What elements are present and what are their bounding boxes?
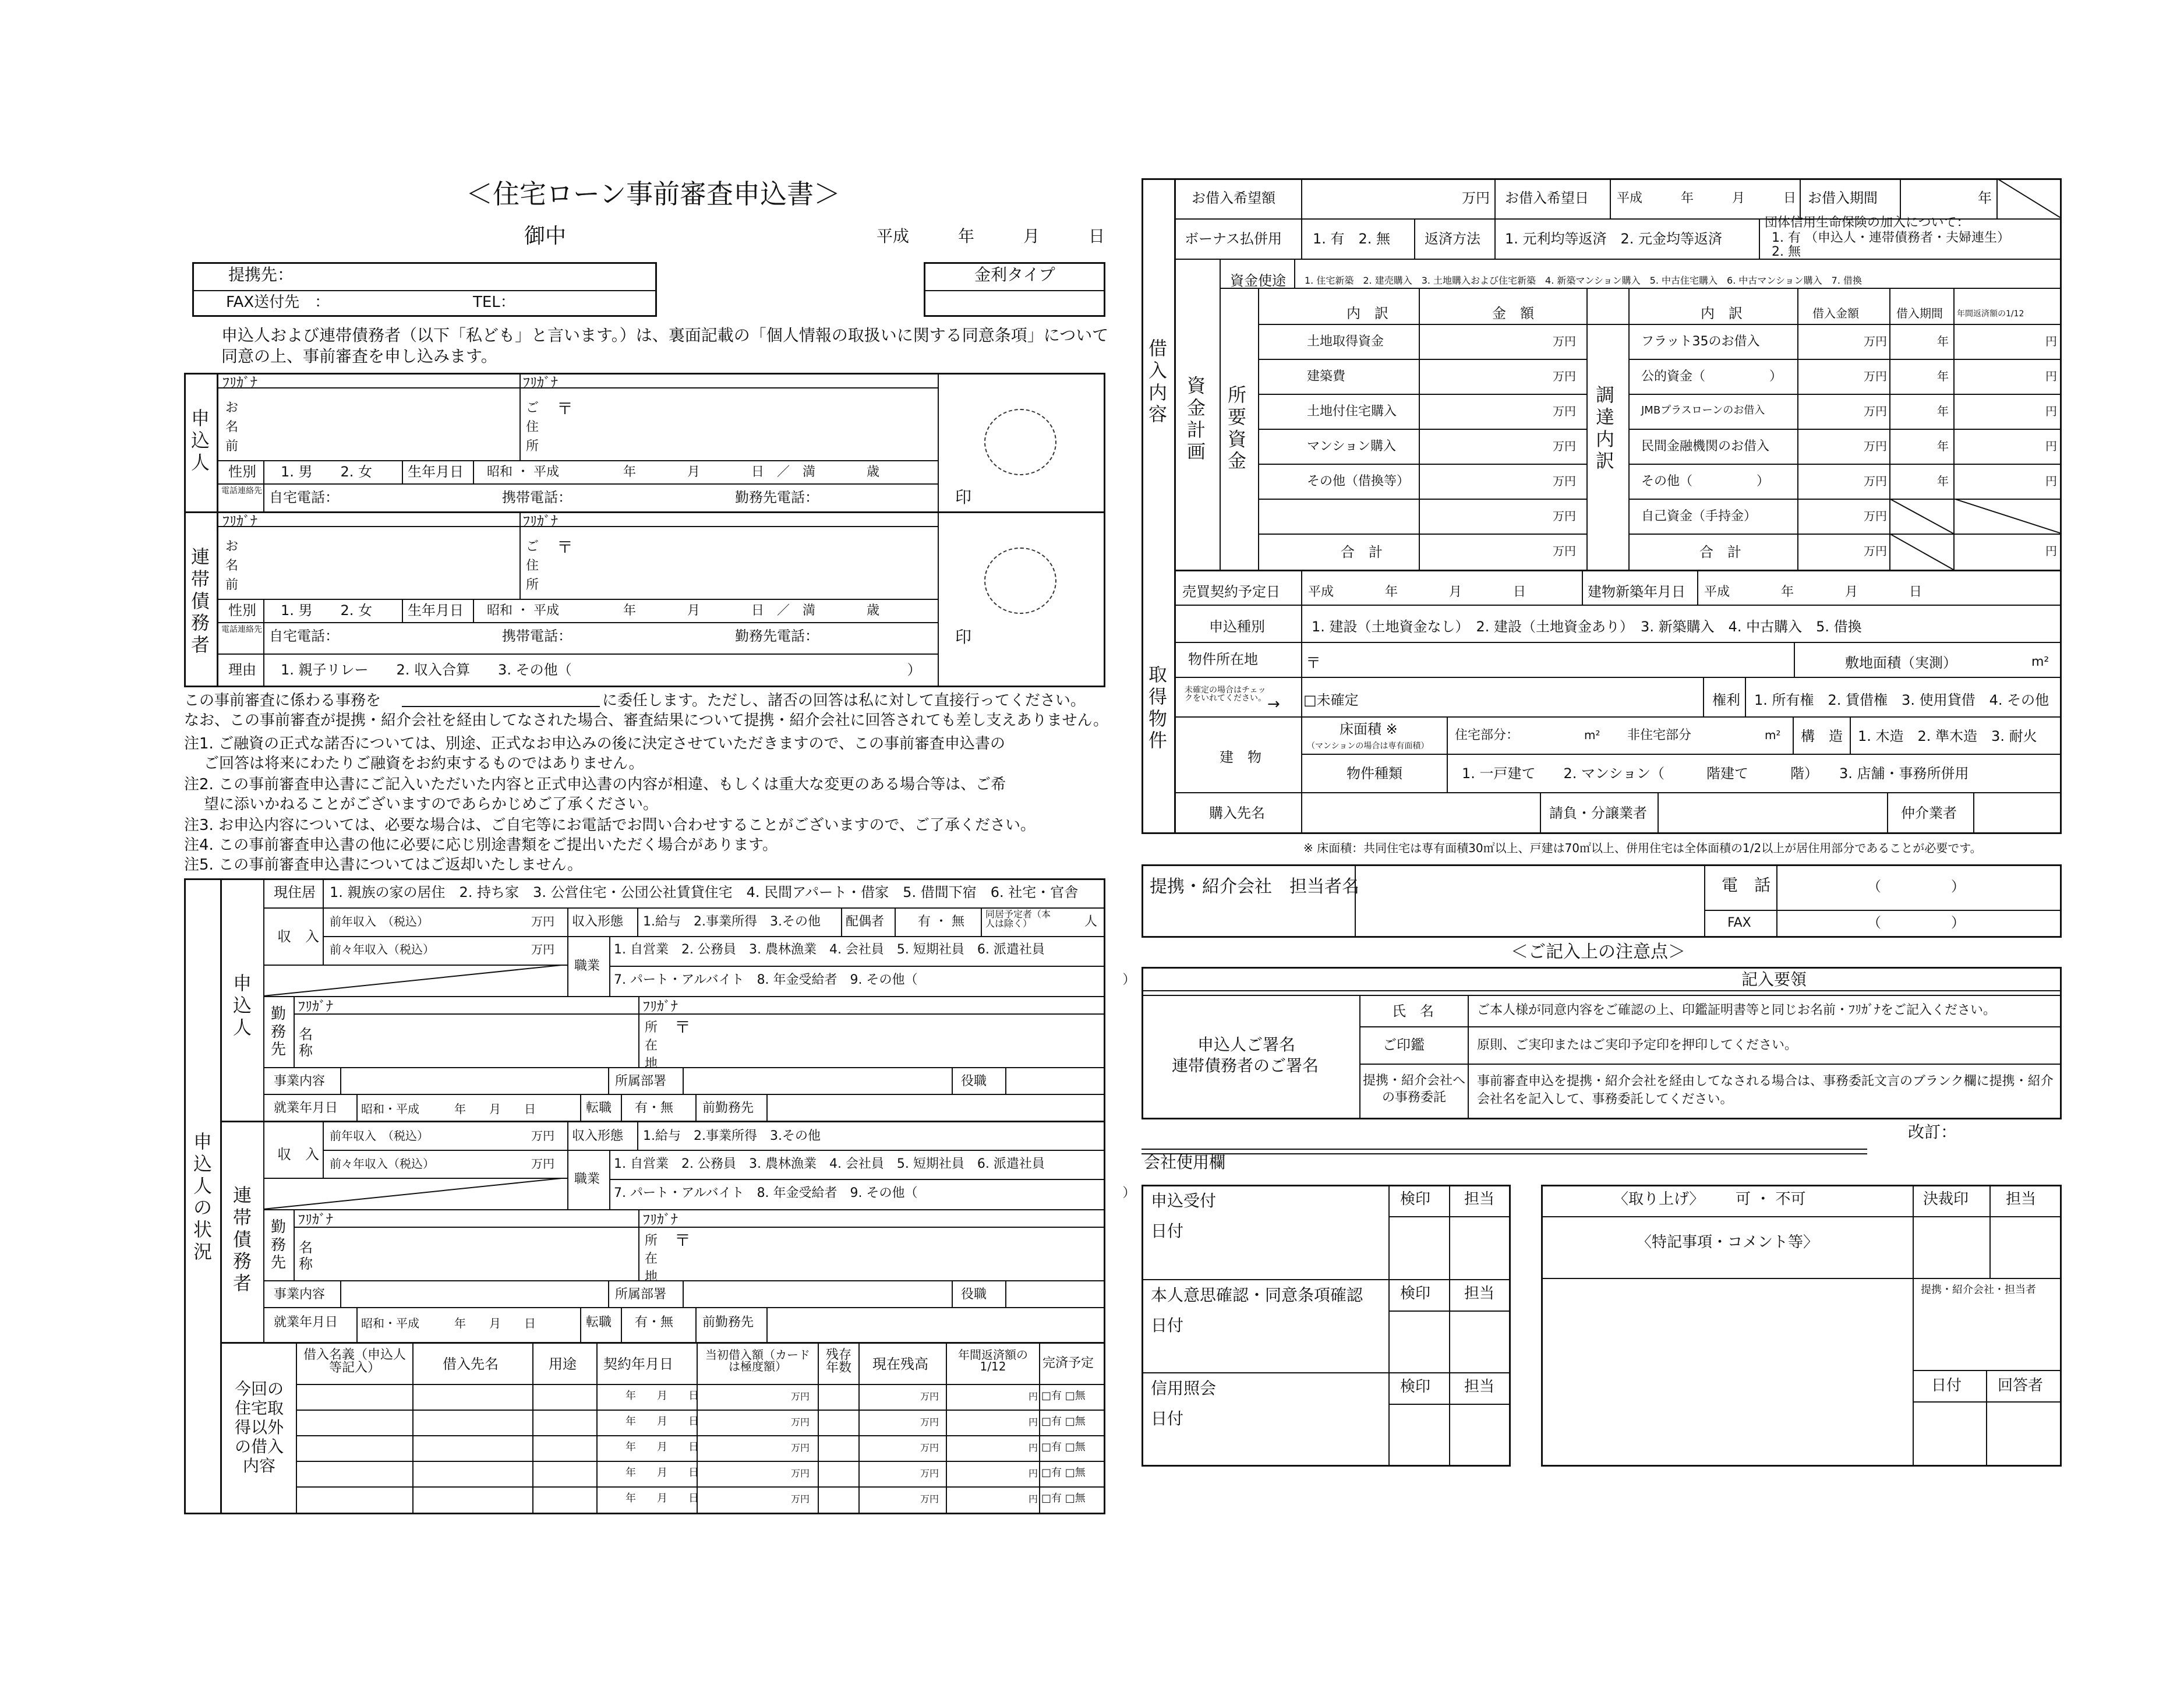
blank-slash <box>263 1178 567 1209</box>
man-unit: 万円 <box>1864 369 1887 383</box>
address-label: ご住所 <box>525 401 539 454</box>
form-options[interactable]: 1.給与 2.事業所得 3.その他 <box>643 914 821 929</box>
year-unit: 年 <box>1937 404 1949 418</box>
loan-row-man: 万円 <box>791 1391 810 1402</box>
post-label: 役職 <box>961 1074 987 1089</box>
floor-area-footnote: ※ 床面積：共同住宅は専有面積30㎡以上、戸建は70㎡以上、併用住宅は全体面積の1/2以上が居住用部分であることが必要です。 <box>1303 841 1982 855</box>
floor-area-note: （マンションの場合は専有面積） <box>1307 741 1429 751</box>
structure-options[interactable]: 1. 木造 2. 準木造 3. 耐火 <box>1858 728 2037 744</box>
residence-options[interactable]: 1. 親族の家の居住 2. 持ち家 3. 公営住宅・公団公社賃貸住宅 4. 民間アパート・借家 5. 借間下宿 6. 社宅・官舎 <box>330 884 1079 900</box>
dept-label: 所属部署 <box>615 1287 667 1302</box>
prev-income[interactable]: 前年収入 （税込） <box>330 1129 429 1143</box>
blank-slash <box>1996 178 2062 218</box>
gender-options[interactable]: 1. 男 2. 女 <box>281 602 373 619</box>
yen-unit: 円 <box>2045 474 2057 488</box>
office-row-date: 日付 <box>1151 1409 1184 1428</box>
fund-item-label: 土地付住宅購入 <box>1307 404 1397 419</box>
prev2-income[interactable]: 前々年収入（税込） <box>330 942 434 956</box>
yen-unit: 円 <box>2045 544 2057 558</box>
loan-date-value[interactable]: 平成 年 月 日 <box>1617 191 1797 206</box>
loan-row-man: 万円 <box>920 1417 939 1428</box>
phone-label: 電話連絡先 <box>221 625 262 634</box>
rights-label: 権利 <box>1712 692 1740 708</box>
phone-label: 電話連絡先 <box>221 486 262 496</box>
man-unit: 万円 <box>1864 509 1887 523</box>
reason-label: 理由 <box>228 662 256 678</box>
undecided-note: 未確定の場合はチェックをいれてください。 <box>1185 686 1266 703</box>
postal-mark: 〒 <box>674 1018 691 1037</box>
post-label: 役職 <box>961 1287 987 1302</box>
work-name-label: 名称 <box>299 1026 313 1059</box>
postal-mark: 〒 <box>674 1231 691 1250</box>
man-unit: 万円 <box>1864 439 1887 453</box>
apply-date: 平成 年 月 日 <box>877 227 1105 246</box>
workplace-label: 勤務先 <box>270 1218 286 1272</box>
note-1: 注1. ご融資の正式な諾否については、別途、正式なお申込みの後に決定させていただきますので、この事前審査申込書の <box>184 735 1006 753</box>
buyer-label: 購入先名 <box>1209 805 1265 821</box>
man-unit: 万円 <box>531 942 554 956</box>
furigana-label: ﾌﾘｶﾞﾅ <box>298 1211 333 1228</box>
spouse-options[interactable]: 有 ・ 無 <box>918 914 964 929</box>
site-area-label: 敷地面積（実測） <box>1845 655 1957 671</box>
loan-row-date: 年 月 日 <box>625 1492 699 1504</box>
fund-plan-side: 資金計画 <box>1186 375 1206 463</box>
fund-header-item2: 内 訳 <box>1701 305 1743 322</box>
office-row-label: 申込受付 <box>1151 1191 1217 1210</box>
loan-row-complete[interactable]: □有 □無 <box>1041 1415 1086 1428</box>
procurement-side: 調達内訳 <box>1595 384 1614 472</box>
furigana-label: ﾌﾘｶﾞﾅ <box>523 375 558 391</box>
fund-item-label: マンション購入 <box>1307 439 1397 454</box>
work-address-label: 所在地 <box>644 1020 658 1071</box>
job-label: 職業 <box>574 1172 600 1186</box>
office-row-label: 信用照会 <box>1151 1379 1217 1398</box>
furigana-label: ﾌﾘｶﾞﾅ <box>643 998 678 1015</box>
gender-label: 性別 <box>228 464 256 480</box>
guide-row-text-3: 事前審査申込を提携・紹介会社を経由してなされる場合は、事務委託文言のブランク欄に提携・紹介会社名を記入して、事務委託してください。 <box>1477 1074 2054 1107</box>
prev-job-label: 前勤務先 <box>702 1101 754 1115</box>
change-options[interactable]: 有・無 <box>635 1315 674 1330</box>
office-row-date: 日付 <box>1151 1316 1184 1335</box>
yen-unit: 円 <box>2045 334 2057 348</box>
loan-row-complete[interactable]: □有 □無 <box>1041 1492 1086 1504</box>
build-date-value[interactable]: 平成 年 月 日 <box>1704 585 1923 599</box>
floor-area-label: 床面積 ※ <box>1340 721 1398 737</box>
loan-header-balance: 現在残高 <box>872 1356 928 1372</box>
procure-item-label: その他（ ） <box>1641 474 1770 489</box>
partner-contact-label: 提携・紹介会社 担当者名 <box>1150 877 1359 897</box>
loan-row-man: 万円 <box>920 1468 939 1479</box>
property-kind-options[interactable]: 1. 一戸建て 2. マンション（ 階建て 階） 3. 店舗・事務所併用 <box>1462 765 1969 782</box>
blank-slash <box>1953 499 2062 534</box>
loan-row-man: 万円 <box>791 1417 810 1428</box>
loan-row-man: 万円 <box>791 1468 810 1479</box>
year-unit: 年 <box>1937 369 1949 383</box>
home-phone[interactable]: 自宅電話： <box>269 489 339 506</box>
blank-slash <box>1889 499 1953 534</box>
loan-row-man: 万円 <box>791 1493 810 1504</box>
workplace-label: 勤務先 <box>270 1005 286 1059</box>
man-unit: 万円 <box>1553 439 1576 453</box>
applicant-label: 申込人 <box>190 407 210 474</box>
build-date-label: 建物新築年月日 <box>1588 584 1685 600</box>
amount-label: お借入希望額 <box>1192 190 1275 206</box>
loan-row-complete[interactable]: □有 □無 <box>1041 1467 1086 1479</box>
use-label: 資金使途 <box>1230 273 1286 289</box>
guide-row-label-2: ご印鑑 <box>1383 1037 1425 1053</box>
fax-field[interactable]: FAX送付先 ： <box>226 294 330 311</box>
kahi-options[interactable]: 可 ・ 不可 <box>1736 1191 1806 1208</box>
man-unit: 万円 <box>1553 334 1576 348</box>
man-unit: 万円 <box>531 1157 554 1171</box>
method-label: 返済方法 <box>1425 231 1480 247</box>
insurance-label: 団体信用生命保険の加入について： <box>1765 216 1970 230</box>
loan-header-name: 借入名義（申込人等記入） <box>303 1348 406 1375</box>
spouse-label: 配偶者 <box>846 914 885 929</box>
tel-field[interactable]: （ ） <box>1867 878 1965 895</box>
procure-item-label: JMBプラスローンのお借入 <box>1641 404 1765 416</box>
fund-header-repay: 年間返済額の1/12 <box>1957 309 2024 319</box>
procure-item-label: 自己資金（手持金） <box>1641 509 1757 524</box>
loan-header-repay: 年間返済額の1/12 <box>958 1348 1028 1373</box>
year-unit: 年 <box>1937 439 1949 453</box>
prev2-income[interactable]: 前々年収入（税込） <box>330 1157 434 1171</box>
property-kind-label: 物件種類 <box>1347 765 1402 782</box>
man-unit: 万円 <box>1864 334 1887 348</box>
mobile-phone[interactable]: 携帯電話： <box>502 628 572 644</box>
man-unit: 万円 <box>1553 474 1576 488</box>
man-unit: 万円 <box>1462 190 1490 206</box>
birth-label: 生年月日 <box>408 464 464 480</box>
consent-line-2: 同意の上、事前審査を申し込みます。 <box>221 347 497 366</box>
tel-field[interactable]: TEL： <box>473 294 515 311</box>
years-value[interactable]: 昭和・平成 年 月 日 <box>361 1102 536 1116</box>
form-label: 収入形態 <box>572 914 624 929</box>
furigana-label: ﾌﾘｶﾞﾅ <box>523 513 558 529</box>
contract-label: 売買契約予定日 <box>1182 584 1280 600</box>
loan-row-en: 円 <box>1029 1468 1038 1479</box>
fax-field[interactable]: （ ） <box>1867 914 1965 931</box>
answerer-label: 回答者 <box>1998 1377 2044 1394</box>
business-label: 事業内容 <box>274 1287 326 1302</box>
office-row-label: 本人意思確認・同意条項確認 <box>1151 1285 1363 1305</box>
work-phone[interactable]: 勤務先電話： <box>735 489 819 506</box>
guide-row-label-1: 氏 名 <box>1392 1003 1434 1019</box>
loan-header-use: 用途 <box>549 1356 577 1372</box>
office-row-date: 日付 <box>1151 1221 1184 1241</box>
man-unit: 万円 <box>1553 404 1576 418</box>
note-2: 注2. この事前審査申込書にご記入いただいた内容と正式申込書の内容が相違、もしくは重大な変更のある場合等は、ご希 <box>184 776 1006 793</box>
person-unit: 人 <box>1084 914 1098 929</box>
seal-circle <box>984 409 1056 475</box>
period-label: お借入期間 <box>1808 190 1878 206</box>
loan-row-en: 円 <box>1029 1493 1038 1504</box>
special-notes-label: 〈特記事項・コメント等〉 <box>1637 1234 1819 1251</box>
office-use-label: 会社使用欄 <box>1144 1153 1226 1172</box>
reason-options[interactable]: 1. 親子リレー 2. 収入合算 3. その他（ ） <box>281 662 921 678</box>
rate-type-label: 金利タイプ <box>974 265 1055 284</box>
undecided-checkbox[interactable]: □未確定 <box>1303 692 1359 708</box>
office-right-box <box>1541 1185 2062 1467</box>
years-label: 就業年月日 <box>274 1101 338 1115</box>
page-title: ＜住宅ローン事前審査申込書＞ <box>466 178 841 210</box>
man-unit: 万円 <box>1864 474 1887 488</box>
partner-field[interactable]: 提携先： <box>228 265 294 284</box>
nonhome-area[interactable]: 非住宅部分 <box>1627 728 1692 743</box>
note-2b: 望に添いかねることがございますのであらかじめご了承ください。 <box>204 796 659 813</box>
method-options[interactable]: 1. 元利均等返済 2. 元金均等返済 <box>1505 231 1723 247</box>
prev-job-label: 前勤務先 <box>702 1315 754 1330</box>
blank-slash <box>263 965 567 996</box>
man-unit: 万円 <box>1553 509 1576 523</box>
status-co-label: 連帯債務者 <box>232 1184 252 1294</box>
agent-label: 仲介業者 <box>1901 805 1957 821</box>
onchu-label: 御中 <box>524 224 567 248</box>
note-3: 注3. お申込内容については、必要な場合は、ご自宅等にお電話でお問い合わせすることがございますので、ご了承ください。 <box>184 817 1036 834</box>
man-unit: 万円 <box>531 1129 554 1143</box>
income-label: 収 入 <box>277 1146 319 1163</box>
birth-value[interactable]: 昭和 ・ 平成 年 月 日 ／ 満 歳 <box>487 465 879 479</box>
tantou-label: 担当 <box>2006 1191 2037 1208</box>
guide-sign: 申込人ご署名 <box>1197 1035 1296 1054</box>
seal-circle <box>984 548 1056 614</box>
m2-unit: m² <box>2031 655 2049 669</box>
guide-row-text-1: ご本人様が同意内容をご確認の上、印鑑証明書等と同じお名前・ﾌﾘｶﾞﾅをご記入ください。 <box>1477 1003 1996 1018</box>
change-label: 転職 <box>586 1315 612 1330</box>
consent-line-1: 申込人および連帯債務者（以下「私ども」と言います。）は、裏面記載の「個人情報の取扱いに関する同意条項」について <box>221 326 1109 345</box>
contract-value[interactable]: 平成 年 月 日 <box>1308 585 1526 599</box>
postal-mark: 〒 <box>557 399 574 418</box>
loan-row-man: 万円 <box>920 1391 939 1402</box>
co-debtor-label: 連帯債務者 <box>190 546 210 656</box>
blank-slash <box>1889 534 1953 570</box>
property-side: 取得物件 <box>1148 663 1167 752</box>
change-options[interactable]: 有・無 <box>635 1101 674 1115</box>
business-label: 事業内容 <box>274 1074 326 1089</box>
insurance-options[interactable]: 1. 有 （申込人・連帯債務者・夫婦連生） <box>1772 231 2010 245</box>
delegate-blank[interactable] <box>402 706 600 707</box>
yen-unit: 円 <box>2045 404 2057 418</box>
other-loans-label: 今回の住宅取得以外の借入内容 <box>234 1379 284 1476</box>
loan-row-date: 年 月 日 <box>625 1390 699 1402</box>
home-phone[interactable]: 自宅電話： <box>269 628 339 644</box>
loan-row-en: 円 <box>1029 1391 1038 1402</box>
dept-label: 所属部署 <box>615 1074 667 1089</box>
undecided-arrow: → <box>1267 695 1280 713</box>
year-unit: 年 <box>1937 334 1949 348</box>
man-unit: 万円 <box>1864 404 1887 418</box>
man-unit: 万円 <box>531 914 554 928</box>
procure-item-label: 民間金融機関のお借入 <box>1641 439 1770 454</box>
loan-row-en: 円 <box>1029 1442 1038 1453</box>
change-label: 転職 <box>586 1101 612 1115</box>
building-label: 建 物 <box>1220 749 1261 765</box>
gender-label: 性別 <box>228 602 256 619</box>
furigana-label: ﾌﾘｶﾞﾅ <box>222 513 257 529</box>
name-label: お名前 <box>225 401 238 454</box>
delegate-text-2: に委任します。ただし、諸否の回答は私に対して直接行ってください。 <box>602 692 1086 709</box>
postal-mark: 〒 <box>1306 655 1321 672</box>
job-options-2[interactable]: 7. パート・アルバイト 8. 年金受給者 9. その他（ ） <box>614 973 1136 987</box>
type-label: 申込種別 <box>1209 619 1265 635</box>
loan-row-date: 年 月 日 <box>625 1441 699 1453</box>
fund-header-item: 内 訳 <box>1347 305 1388 322</box>
kenin-label: 検印 <box>1400 1285 1431 1302</box>
income-label: 収 入 <box>277 928 319 945</box>
yen-unit: 円 <box>2045 369 2057 383</box>
job-options-1[interactable]: 1. 自営業 2. 公務員 3. 農林漁業 4. 会社員 5. 短期社員 6. 派遣社員 <box>614 1157 1045 1171</box>
note-5: 注5. この事前審査申込書についてはご返却いたしません。 <box>184 856 583 874</box>
family-label: 同居予定者（本人は除く） <box>985 909 1051 929</box>
birth-label: 生年月日 <box>408 602 464 619</box>
job-label: 職業 <box>574 959 600 973</box>
date-label: 日付 <box>1931 1377 1962 1394</box>
tantou-label: 担当 <box>1464 1285 1495 1302</box>
m2-unit: m² <box>1765 728 1781 742</box>
fund-item-label: 土地取得資金 <box>1307 334 1384 349</box>
loan-row-en: 円 <box>1029 1417 1038 1428</box>
fund-total-label: 合 計 <box>1341 544 1383 560</box>
seal-mark: 印 <box>955 627 972 647</box>
office-left-box <box>1142 1185 1511 1467</box>
gender-options[interactable]: 1. 男 2. 女 <box>281 464 373 480</box>
furigana-label: ﾌﾘｶﾞﾅ <box>643 1211 678 1228</box>
note-1b: ご回答は将来にわたりご融資をお約束するものではありません。 <box>204 755 644 772</box>
prev-income[interactable]: 前年収入 （税込） <box>330 914 429 928</box>
loan-header-initial: 当初借入額（カードは極度額） <box>705 1348 810 1373</box>
use-options[interactable]: 1. 住宅新築 2. 建売購入 3. 土地購入および住宅新築 4. 新築マンション購入 5. 中古住宅購入 6. 中古マンション購入 7. 借換 <box>1305 275 1863 286</box>
structure-label: 構 造 <box>1801 728 1843 744</box>
loan-row-man: 万円 <box>920 1442 939 1453</box>
birth-value[interactable]: 昭和 ・ 平成 年 月 日 ／ 満 歳 <box>487 603 879 618</box>
tel-label: 電 話 <box>1722 875 1771 895</box>
guide-row-text-2: 原則、ご実印またはご実印予定印を押印してください。 <box>1477 1038 1798 1052</box>
years-label: 就業年月日 <box>274 1315 338 1330</box>
fund-item-label: その他（借換等） <box>1307 474 1410 489</box>
contractor-label: 請負・分譲業者 <box>1549 805 1647 821</box>
loan-row-man: 万円 <box>791 1442 810 1453</box>
date-label: お借入希望日 <box>1505 190 1589 206</box>
year-unit: 年 <box>1978 190 1992 206</box>
loan-row-date: 年 月 日 <box>625 1415 699 1428</box>
man-unit: 万円 <box>1553 544 1576 558</box>
insurance-no[interactable]: 2. 無 <box>1772 245 1801 259</box>
guide-sign-co: 連帯債務者のご署名 <box>1172 1056 1319 1075</box>
location-label: 物件所在地 <box>1188 651 1258 667</box>
name-label: お名前 <box>225 539 238 592</box>
guide-row-label-3: 提携・紹介会社への事務委託 <box>1363 1073 1466 1105</box>
guide-head: 記入要領 <box>1741 970 1807 989</box>
residence-label: 現住居 <box>274 884 316 900</box>
m2-unit: m² <box>1584 728 1600 742</box>
tantou-label: 担当 <box>1464 1191 1495 1208</box>
furigana-label: ﾌﾘｶﾞﾅ <box>222 375 257 391</box>
address-label: ご住所 <box>525 539 539 592</box>
kenin-label: 検印 <box>1400 1191 1431 1208</box>
procure-item-label: 公的資金（ ） <box>1641 369 1783 384</box>
form-label: 収入形態 <box>572 1129 624 1143</box>
job-options-2[interactable]: 7. パート・アルバイト 8. 年金受給者 9. その他（ ） <box>614 1186 1136 1200</box>
work-address-label: 所在地 <box>644 1234 658 1284</box>
year-unit: 年 <box>1937 474 1949 488</box>
yen-unit: 円 <box>2045 439 2057 453</box>
status-side-label: 申込人の状況 <box>193 1131 212 1263</box>
type-options[interactable]: 1. 建設（土地資金なし） 2. 建設（土地資金あり） 3. 新築購入 4. 中古購入 5. 借換 <box>1312 619 1862 635</box>
kessai-label: 決裁印 <box>1923 1191 1969 1208</box>
status-applicant-label: 申込人 <box>232 972 252 1039</box>
postal-mark: 〒 <box>557 538 574 557</box>
procure-total-label: 合 計 <box>1699 544 1741 560</box>
furigana-label: ﾌﾘｶﾞﾅ <box>298 998 333 1015</box>
seal-mark: 印 <box>955 488 972 507</box>
years-value[interactable]: 昭和・平成 年 月 日 <box>361 1316 536 1330</box>
fund-header-loan: 借入金額 <box>1812 306 1859 320</box>
work-phone[interactable]: 勤務先電話： <box>735 628 819 644</box>
job-options-1[interactable]: 1. 自営業 2. 公務員 3. 農林漁業 4. 会社員 5. 短期社員 6. 派遣社員 <box>614 942 1045 957</box>
loan-row-complete[interactable]: □有 □無 <box>1041 1441 1086 1453</box>
delegate-text-3: なお、この事前審査が提携・紹介会社を経由してなされた場合、審査結果について提携・紹介会社に回答されても差し支えありません。 <box>184 712 1109 729</box>
torisage-label: 〈取り上げ〉 <box>1613 1191 1705 1208</box>
fax-label: FAX <box>1727 916 1751 930</box>
home-area[interactable]: 住宅部分： <box>1455 728 1519 743</box>
fund-item-label: 建築費 <box>1307 369 1346 384</box>
loan-header-years: 残存年数 <box>825 1348 851 1375</box>
delegate-text-1: この事前審査に係わる事務を <box>184 692 381 709</box>
fund-header-period: 借入期間 <box>1896 306 1943 320</box>
man-unit: 万円 <box>1553 369 1576 383</box>
work-name-label: 名称 <box>299 1239 313 1273</box>
partner-staff-label: 提携・紹介会社・担当者 <box>1921 1284 2036 1296</box>
mobile-phone[interactable]: 携帯電話： <box>502 489 572 506</box>
guide-title: ＜ご記入上の注意点＞ <box>1511 942 1685 962</box>
loan-row-man: 万円 <box>920 1493 939 1504</box>
form-options[interactable]: 1.給与 2.事業所得 3.その他 <box>643 1129 821 1143</box>
bonus-options[interactable]: 1. 有 2. 無 <box>1313 231 1391 247</box>
loan-row-complete[interactable]: □有 □無 <box>1041 1390 1086 1402</box>
revision-label: 改訂： <box>1908 1122 1957 1142</box>
procure-item-label: フラット35のお借入 <box>1641 334 1760 349</box>
rights-options[interactable]: 1. 所有権 2. 賃借権 3. 使用貸借 4. その他 <box>1754 692 2049 708</box>
loan-header-complete: 完済予定 <box>1042 1356 1094 1370</box>
tantou-label: 担当 <box>1464 1378 1495 1396</box>
loan-row-date: 年 月 日 <box>625 1467 699 1479</box>
loan-header-lender: 借入先名 <box>443 1356 499 1372</box>
man-unit: 万円 <box>1864 544 1887 558</box>
note-4: 注4. この事前審査申込書の他に必要に応じ別途書類をご提出いただく場合があります。 <box>184 836 778 854</box>
required-funds-side: 所要資金 <box>1227 384 1246 472</box>
bonus-label: ボーナス払併用 <box>1185 231 1282 247</box>
loan-content-side: 借入内容 <box>1148 337 1167 426</box>
kenin-label: 検印 <box>1400 1378 1431 1396</box>
loan-header-date: 契約年月日 <box>603 1356 673 1372</box>
fund-header-amount: 金 額 <box>1492 305 1534 322</box>
